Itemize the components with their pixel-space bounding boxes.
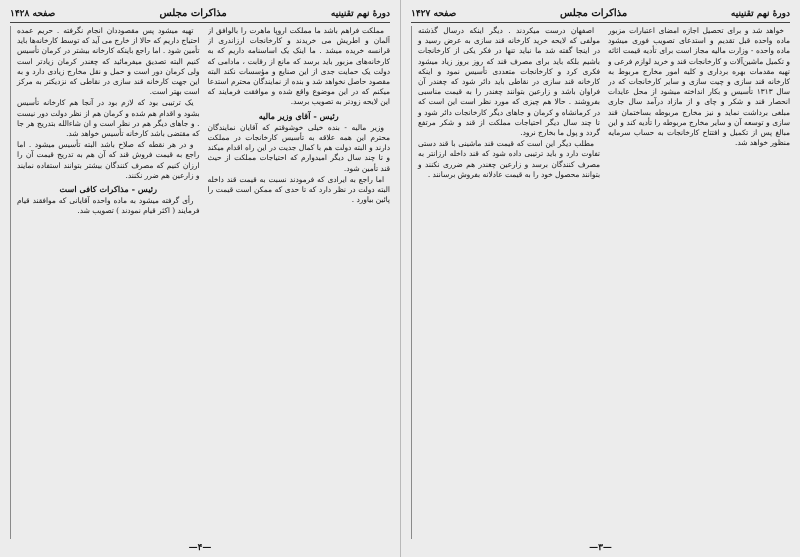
text-columns <box>10 26 390 539</box>
paragraph: و در هر نقطه که صلاح باشد البته تأسیس میشود . اما راجع به قیمت فروش قند که آن هم به تدریج قیمت آن را ارزان کنیم که مصرف کنندگان بیشتر بتوانند استفاده نمایند و زارعین هم ضرر نکنند. <box>17 140 200 180</box>
column-left <box>411 26 600 539</box>
paragraph: وزیر مالیه - بنده خیلی خوشوقتم که آقایان نمایندگان محترم این همه علاقه به تأسیس کارخانجات در مملکت دارند و البته دولت هم با کمال جدیت در این راه اقدام میکند و تا چند سال دیگر امیدوارم که احتیاجات مملکت از حیث قند تأمین شود. <box>207 122 390 173</box>
paragraph: مملکت فراهم باشد ما مملکت اروپا ماهرت را بالوافق از آلمان و اطریش می خریدند و کارخانجات ارزاندری از قرانسه خریده میشد . ما اینک یک اساسنامه داریم که به کارخانه‌های مزبور باید برسد که مانع از رقابت ، مادامی که دولت یک حمایت جدی از این صنایع و مؤسسات نکند البته مقصود حاصل نخواهد شد و بنده از نمایندگان محترم استدعا میکنم که در این موضوع واقع شده و موافقت فرمایند که این لایحه زودتر به تصویب برسد. <box>207 26 390 107</box>
paragraph: اصفهان درست میکردند . دیگر اینکه درسال گذشته مولفی که لایحه خرید کارخانه قند سازی به عرض رسید و در اینجا گفته شد ما نباید تنها در فکر یکی از کارخانجات باشیم بلکه باید برای مصرف قند که روز بروز زیاد میشود فکری کرد و کارخانجات متعددی تأسیس نمود و اینکه کارخانه قند سازی در نقاطی باید دائر شود که چغندر آن فراوان باشد و زارعین بتوانند چغندر را به قیمت مناسبی بفروشند . حالا هم چیزی که مورد نظر است این است که در کرمانشاه و کرمان و جاهای دیگر کارخانجات دائر شود و تا چند سال دیگر احتیاجات مملکت از قند و شکر مرتفع گردد و پول ما بخارج نرود. <box>418 26 600 138</box>
paragraph: یک ترتیبی بود که لازم بود در آنجا هم کارخانه تأسیس بشود و اقدام هم شده و کرمان هم از نظر دولت دور نیست . و جاهای دیگر هم در نظر است و ان شاءالله بتدریج هر جا که مقتضی باشد کارخانه تأسیس خواهد شد. <box>17 98 200 139</box>
paragraph: اما راجع به ایرادی که فرمودند نسبت به قیمت قند داخله البته دولت در نظر دارد که تا حدی که ممکن است قیمت را پائین بیاورد . <box>207 174 390 205</box>
session-title: دورهٔ نهم تقنینیه <box>330 9 390 19</box>
page-right <box>400 0 800 557</box>
column-left <box>10 26 200 539</box>
page-number-label: صفحه ۱۴۲۷ <box>411 9 457 19</box>
section-heading: رئیس - مذاکرات کافی است <box>59 184 158 195</box>
page-number-label: صفحه ۱۴۲۸ <box>10 9 56 19</box>
paragraph: تهیه میشود پس مقصوددان انجام نگرفته . حریم عمده احتیاج داریم که حالا از خارج می آید که توسط کارخانه‌ها باید تأمین شود . اما راجع باینکه کارخانه بیشتر در کرمان تأسیس کنیم البته تصدیق میفرمائید که چغندر کرمان زیادتر است ولی کرمان دور است و حمل و نقل مخارج زیادی دارد و به این جهت کارخانه قند سازی در نقاطی که نزدیکتر به مرکز است بهتر است. <box>17 26 200 97</box>
publication-title: مذاکرات مجلس <box>560 8 628 19</box>
footer-page-number: ۳ <box>598 543 603 553</box>
page-header <box>411 8 790 23</box>
publication-title: مذاکرات مجلس <box>159 8 227 19</box>
paragraph: رأی گرفته میشود به ماده واحده آقایانی که موافقند قیام فرمایند ( اکثر قیام نمودند ) تصویب شد. <box>17 196 200 216</box>
page-footer: —۴— <box>188 543 212 553</box>
paragraph: مطلب دیگر این است که قیمت قند ماشینی با قند دستی تفاوت دارد و باید ترتیبی داده شود که قند داخله ارزانتر به مصرف کنندگان برسد و زارعین چغندر هم ضرری نکنند و بتوانند محصول خود را به قیمت عادلانه بفروش برسانند . <box>418 139 600 179</box>
column-right <box>608 26 790 539</box>
paragraph: خواهد شد و برای تحصیل اجازه امضای اعتبارات مزبور ماده واحده قبل تقدیم و استدعای تصویب فوری میشود ماده واحده - وزارت مالیه مجاز است برای تأدیه قیمت اثاثه و تکمیل ماشین‌آلات و کارخانجات قند و خرید لوازم فرعی و تهیه مقدمات بهره برداری و کلیه امور مخارج مربوط به کارخانه قند سازی و چیت سازی و سایر کارخانجات که در سال ۱۳۱۳ تأسیس و بکار انداخته میشود از محل عایدات انحصار قند و شکر و چای و از مازاد درآمد سال جاری مبلغی برداشت نماید و نیز مخارج مربوطه بساختمان قند سازی و توسعه آن و سایر مخارج مربوطه را تأدیه کند و این مبالغ پس از تکمیل و افتتاح کارخانجات به حساب سرمایه منظور خواهد شد. <box>608 26 790 148</box>
section-heading: رئیس - آقای وزیر مالیه <box>258 110 339 121</box>
column-right <box>208 26 391 539</box>
session-title: دورهٔ نهم تقنینیه <box>730 9 790 19</box>
text-columns <box>411 26 790 539</box>
footer-page-number: ۴ <box>197 543 203 553</box>
page-footer: —۳— <box>589 543 612 553</box>
page-header <box>10 8 390 23</box>
